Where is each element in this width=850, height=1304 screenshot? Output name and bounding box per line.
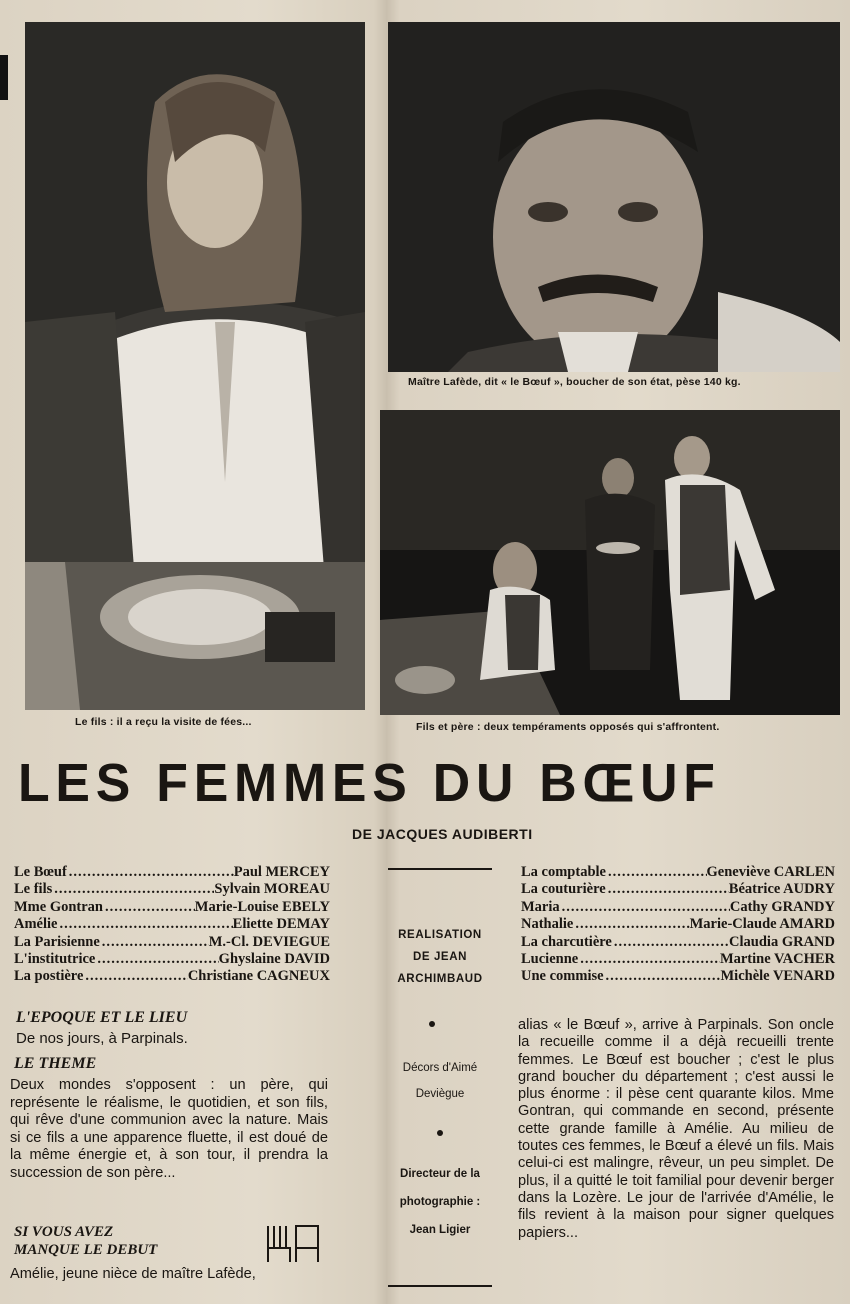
cast-role: L'institutrice: [14, 951, 96, 968]
cast-role: Une commise: [521, 968, 604, 985]
credits-line: Directeur de la: [400, 1168, 480, 1180]
cast-actor: Marie-Louise EBELY: [194, 898, 330, 915]
debut-text: Amélie, jeune nièce de maître Lafède,: [10, 1266, 256, 1282]
credits-line: DE JEAN: [412, 951, 468, 963]
cast-actor: Michèle VENARD: [720, 968, 835, 985]
photo-father-son: [380, 410, 840, 715]
caption-photo-lafede: Maître Lafède, dit « le Bœuf », boucher de son état, pèse 140 kg.: [408, 376, 741, 388]
cast-role: Mme Gontran: [14, 898, 103, 915]
cast-actor: Eliette DEMAY: [232, 916, 330, 933]
credits-line: ARCHIMBAUD: [397, 973, 483, 985]
cast-actor: Béatrice AUDRY: [728, 881, 835, 898]
debut-heading-line2: MANQUE LE DEBUT: [14, 1242, 158, 1258]
cast-actor: Claudia GRAND: [729, 933, 835, 950]
cast-role: La couturière: [521, 881, 606, 898]
photo-lafede: [388, 22, 840, 372]
cast-actor: M.-Cl. DEVIEGUE: [208, 933, 330, 950]
cast-actor: Ghyslaine DAVID: [218, 951, 330, 968]
cast-role: La postière: [14, 968, 84, 985]
cast-row: [521, 881, 835, 898]
theme-heading: LE THEME: [14, 1055, 97, 1072]
cast-role: La comptable: [521, 864, 606, 880]
cast-row: [14, 864, 330, 881]
article-author: DE JACQUES AUDIBERTI: [352, 826, 533, 842]
cast-role: Amélie: [14, 916, 58, 933]
cast-row: [14, 968, 330, 985]
cast-role: La Parisienne: [14, 933, 100, 950]
credits-decors: [384, 1055, 496, 1107]
cast-row: [14, 899, 330, 916]
cast-list-left: [14, 864, 330, 986]
caption-photo-father-son: Fils et père : deux tempéraments opposés qui s'affrontent.: [416, 721, 720, 733]
cast-actor: Marie-Claude AMARD: [689, 916, 835, 933]
credits-line: Jean Ligier: [409, 1224, 471, 1236]
cast-actor: Sylvain MOREAU: [214, 881, 330, 898]
caption-photo-son: Le fils : il a reçu la visite de fées...: [75, 716, 252, 728]
credits-line: photographie :: [399, 1196, 481, 1208]
cast-row: [14, 916, 330, 933]
cast-row: [14, 951, 330, 968]
credits-line: REALISATION: [398, 929, 482, 941]
epoque-heading: L'EPOQUE ET LE LIEU: [16, 1009, 188, 1026]
cast-actor: Martine VACHER: [719, 951, 835, 968]
cast-list-right: [521, 864, 835, 986]
cast-role: Le Bœuf: [14, 864, 67, 880]
photo-son: [25, 22, 365, 710]
cast-role: La charcutière: [521, 933, 612, 950]
credits-bullet: [429, 1021, 435, 1027]
credits-bottom-rule: [388, 1285, 492, 1287]
cast-actor: Cathy GRANDY: [729, 898, 835, 915]
credits-line: Deviègue: [415, 1088, 465, 1100]
cast-row: [521, 968, 835, 985]
credits-bullet: [437, 1130, 443, 1136]
credits-photo: [384, 1160, 496, 1244]
cast-role: Maria: [521, 898, 560, 915]
cast-row: [521, 951, 835, 968]
cast-row: [521, 934, 835, 951]
theme-text: Deux mondes s'opposent : un père, qui représente le réalisme, le quotidien, et son fils, qui rêve d'une communion avec la nature. Mais si ce fils a une apparence fluette, il est doué de la même énergie et, à son tour, il prendra la succession de son père...: [10, 1077, 328, 1181]
cast-row: [14, 881, 330, 898]
cast-role: Le fils: [14, 881, 53, 898]
article-title: LES FEMMES DU BŒUF: [18, 753, 721, 813]
page-edge-tab: [0, 55, 8, 100]
cast-actor: Geneviève CARLEN: [706, 864, 835, 880]
cast-actor: Paul MERCEY: [233, 864, 330, 880]
cast-row: [521, 864, 835, 881]
credits-realisation: [384, 924, 496, 990]
credits-top-rule: [388, 868, 492, 870]
cast-row: [14, 934, 330, 951]
cast-role: Lucienne: [521, 951, 579, 968]
cast-role: Nathalie: [521, 916, 574, 933]
epoque-text: De nos jours, à Parpinals.: [16, 1030, 188, 1047]
cast-row: [521, 916, 835, 933]
credits-line: Décors d'Aimé: [402, 1062, 478, 1074]
chair-icon: [262, 1222, 322, 1264]
cast-row: [521, 899, 835, 916]
debut-continued-text: alias « le Bœuf », arrive à Parpinals. Son oncle la recueille comme il a déjà recueilli trente femmes. Le Bœuf est boucher ; c'est le plus grand boucher du département ; c'est aussi le plus énorme : il pèse cent quarante kilos. Mme Gontran, qui commande en second, présente cette grande famille à Amélie. Au milieu de toutes ces femmes, le Bœuf a élevé un fils. Mais celui-ci est malingre, rêveur, un peu simplet. De plus, il a quitté le toit familial pour devenir berger dans la Lozère. Le jour de l'arrivée d'Amélie, le fils revient à la maison pour signer quelques papiers...: [518, 1017, 834, 1241]
debut-heading-line1: SI VOUS AVEZ: [14, 1224, 114, 1240]
cast-actor: Christiane CAGNEUX: [187, 968, 330, 985]
